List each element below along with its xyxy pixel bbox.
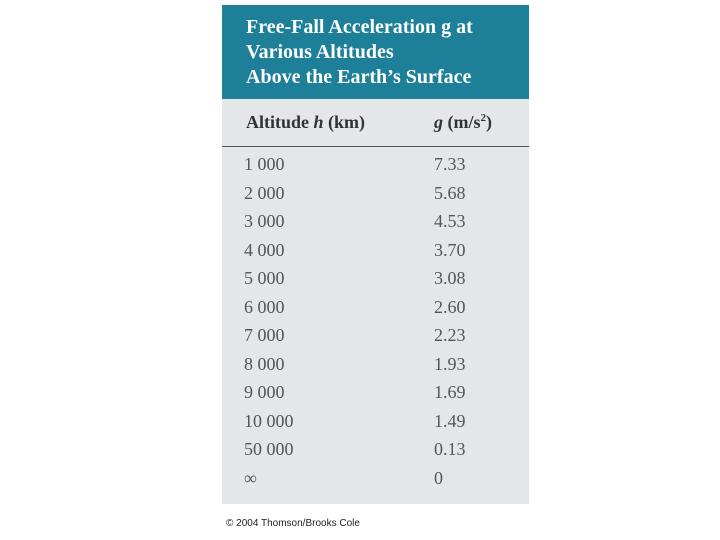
table-row (222, 436, 529, 465)
table-row (222, 237, 529, 266)
table-row (222, 408, 529, 437)
altitude-cell: 1 000 (244, 154, 285, 174)
altitude-cell: 6 000 (244, 296, 285, 317)
altitude-column-header: Altitude h (km) (246, 112, 366, 132)
table-title-line-2: Various Altitudes (246, 41, 394, 63)
table-title-band (222, 5, 529, 99)
altitude-cell: 5 000 (244, 268, 285, 288)
altitude-cell: 9 000 (244, 382, 285, 402)
table-row (222, 265, 529, 294)
g-cell: 3.70 (434, 239, 466, 260)
table-row (222, 322, 529, 351)
altitude-cell: 8 000 (244, 353, 285, 374)
table-title-line-3: Above the Earth’s Surface (246, 66, 472, 88)
g-cell: 2.60 (434, 296, 466, 317)
altitude-cell: 50 000 (244, 439, 294, 459)
g-cell: 1.49 (434, 410, 466, 431)
g-column-header: g $(m/s^2)$ (434, 112, 492, 132)
table-title-line-1: Free-Fall Acceleration g at (246, 16, 473, 38)
g-cell: 7.33 (434, 154, 466, 174)
g-cell: 3.08 (434, 268, 466, 288)
table-body (222, 151, 529, 493)
g-cell: 0 (434, 467, 443, 488)
altitude-cell: 4 000 (244, 239, 285, 260)
copyright-credit: © 2004 Thomson/Brooks Cole (226, 518, 360, 529)
table-row (222, 294, 529, 323)
table-header-row (222, 105, 529, 145)
g-cell: 1.93 (434, 353, 466, 374)
header-divider (222, 146, 529, 147)
table-row (222, 379, 529, 408)
g-cell: 0.13 (434, 439, 466, 459)
altitude-cell: 10 000 (244, 410, 294, 431)
table-row (222, 151, 529, 180)
altitude-cell: ∞ (244, 467, 257, 488)
table-row (222, 465, 529, 494)
g-cell: 2.23 (434, 325, 466, 345)
table-row (222, 208, 529, 237)
data-table (222, 5, 529, 504)
g-cell: 5.68 (434, 182, 466, 203)
g-cell: 4.53 (434, 211, 466, 231)
g-cell: 1.69 (434, 382, 466, 402)
altitude-cell: 2 000 (244, 182, 285, 203)
table-row (222, 180, 529, 209)
altitude-cell: 3 000 (244, 211, 285, 231)
altitude-cell: 7 000 (244, 325, 285, 345)
table-row (222, 351, 529, 380)
